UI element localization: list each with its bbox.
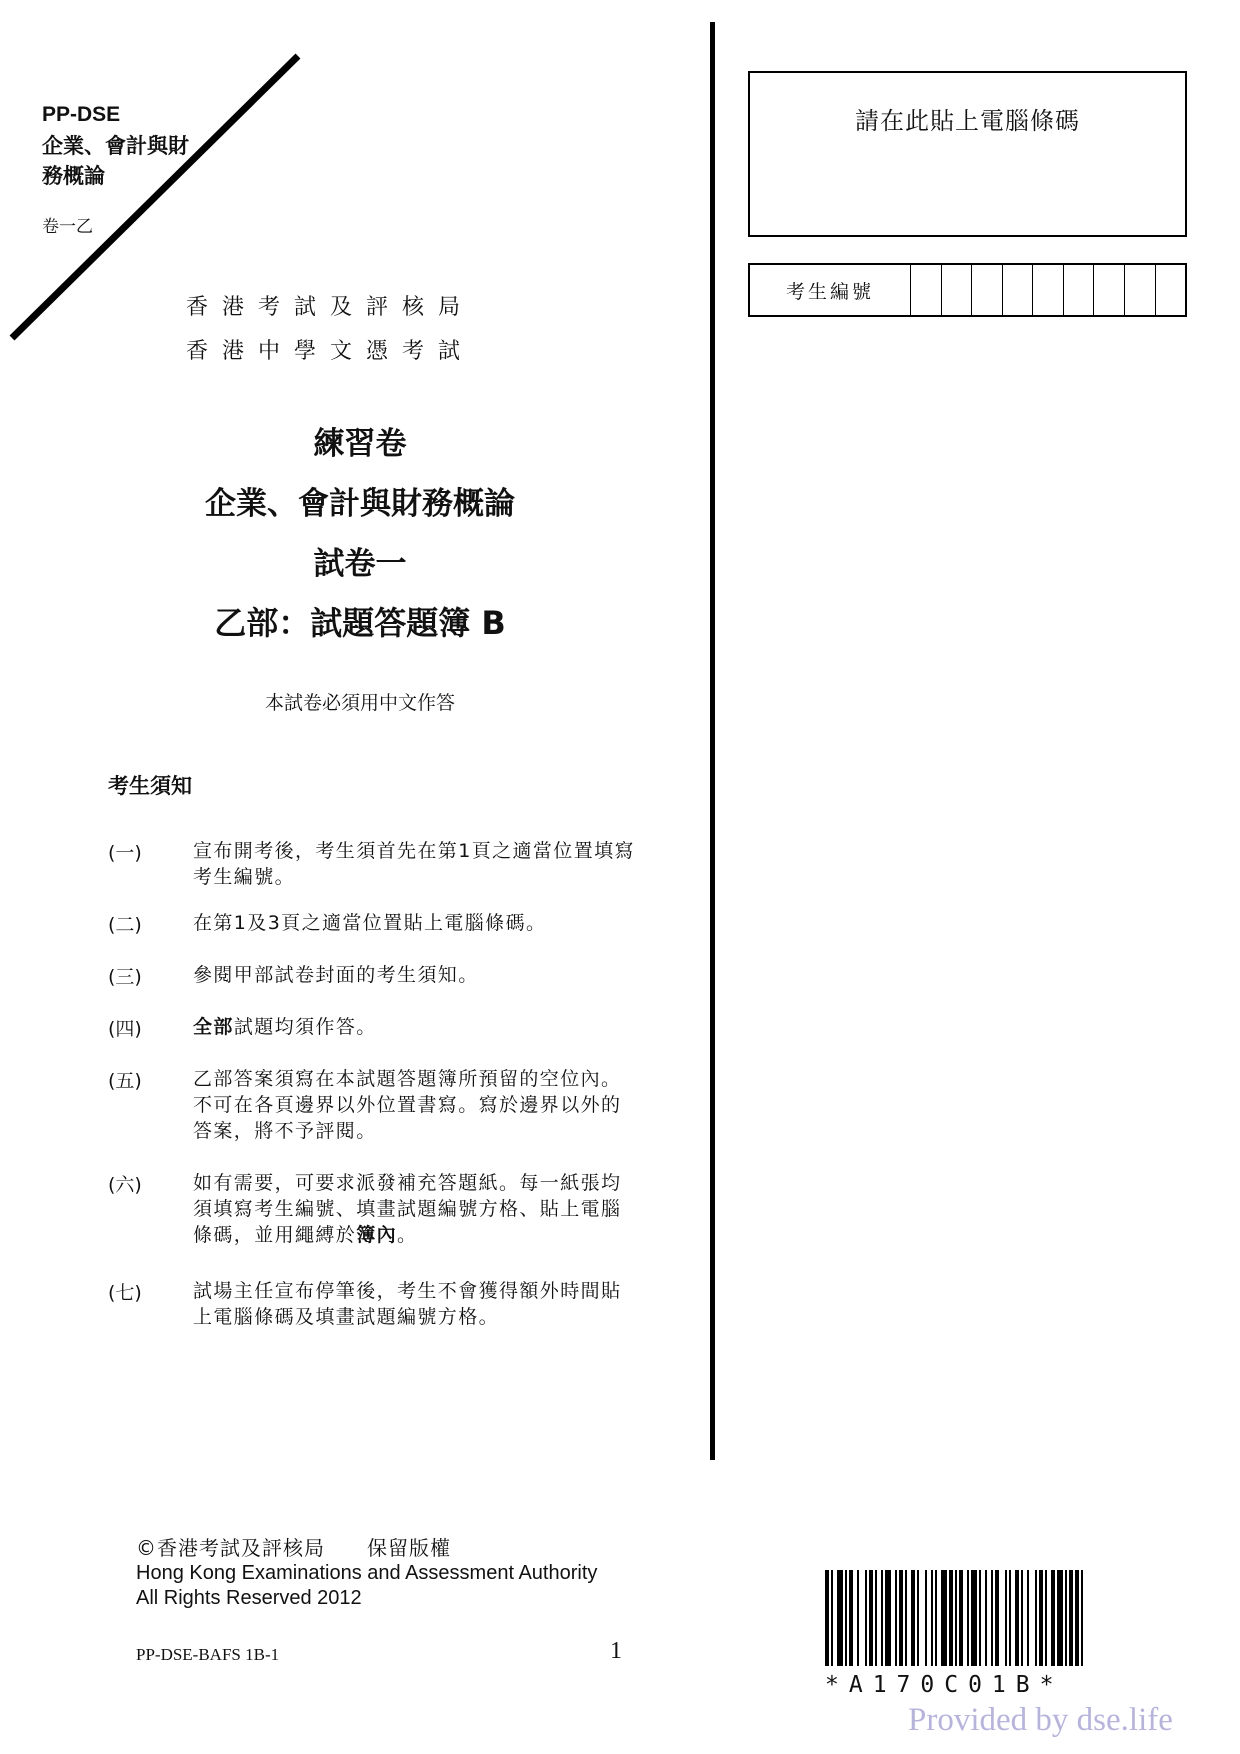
copyright-chinese: ©香港考試及評核局 保留版權	[136, 1536, 451, 1560]
instruction-text-start: 如有需要，可要求派發補充答題紙。每一紙張均須填寫考生編號、填畫試題編號方格、貼上電腦條碼，並用繩縛於	[193, 1172, 622, 1246]
candidate-number-cell	[972, 265, 1003, 315]
instruction-text	[193, 1014, 638, 1040]
barcode-text: *A170C01B*	[825, 1672, 1064, 1698]
instruction-number: (七)	[108, 1282, 142, 1304]
instruction-text: 宣布開考後，考生須首先在第1頁之適當位置填寫考生編號。	[193, 840, 635, 888]
instruction-text-rest: 試題均須作答。	[233, 1016, 377, 1038]
corner-exam-code: PP-DSE	[42, 103, 121, 126]
barcode-label-text: 請在此貼上電腦條碼	[855, 107, 1080, 135]
instruction-text: 在第1及3頁之適當位置貼上電腦條碼。	[193, 912, 547, 934]
subject-title: 企業、會計與財務概論	[205, 486, 515, 522]
exam-name: 香港中學文憑考試	[186, 339, 475, 364]
instruction-text: 乙部答案須寫在本試題答題簿所預留的空位內。不可在各頁邊界以外位置書寫。寫於邊界以外的答案，將不予評閱。	[193, 1068, 622, 1142]
language-note: 本試卷必須用中文作答	[264, 692, 455, 714]
instruction-number: (二)	[108, 914, 142, 936]
page-number: 1	[610, 1638, 622, 1664]
candidate-number-cell	[1156, 265, 1186, 315]
candidate-number-cell	[1064, 265, 1095, 315]
instruction-number: (三)	[108, 966, 142, 988]
instruction-emphasis: 全部	[193, 1016, 234, 1038]
instruction-item	[108, 1066, 638, 1150]
candidate-number-cell	[1125, 265, 1156, 315]
instruction-item	[108, 1170, 638, 1254]
corner-subject: 企業、會計與財務概論	[42, 134, 189, 188]
candidate-number-cell	[1033, 265, 1064, 315]
barcode-image	[825, 1570, 1185, 1670]
instruction-text: 試場主任宣布停筆後，考生不會獲得額外時間貼上電腦條碼及填畫試題編號方格。	[193, 1280, 622, 1328]
instruction-item	[108, 1278, 638, 1338]
vertical-divider	[710, 22, 715, 1460]
candidate-number-cell	[942, 265, 973, 315]
copyright-english-line1: Hong Kong Examinations and Assessment Authority	[136, 1562, 598, 1584]
instruction-number: (一)	[108, 842, 142, 864]
section-title: 乙部：試題答題簿 B	[214, 604, 506, 642]
instruction-item	[108, 838, 638, 898]
candidate-number-cell	[1094, 265, 1125, 315]
candidate-number-label: 考生編號	[750, 265, 911, 315]
barcode-label-area	[748, 71, 1187, 237]
candidate-number-cell	[911, 265, 942, 315]
paper-number-title: 試卷一	[313, 546, 407, 582]
instruction-number: (六)	[108, 1174, 142, 1196]
copyright-english-line2: All Rights Reserved 2012	[136, 1587, 362, 1609]
paper-code: PP-DSE-BAFS 1B-1	[136, 1645, 280, 1664]
instruction-text	[193, 1170, 638, 1248]
paper-type-title: 練習卷	[313, 426, 407, 462]
authority-name: 香港考試及評核局	[186, 295, 475, 320]
watermark-text: Provided by dse.life	[908, 1702, 1173, 1738]
instruction-item	[108, 910, 638, 940]
copyright-block	[136, 1536, 597, 1611]
instruction-text: 參閱甲部試卷封面的考生須知。	[193, 964, 479, 986]
corner-paper-part: 卷一乙	[42, 217, 93, 237]
instructions-heading: 考生須知	[108, 774, 192, 798]
instruction-emphasis: 簿內	[356, 1224, 398, 1246]
candidate-number-cell	[1003, 265, 1034, 315]
candidate-number-box	[748, 263, 1187, 317]
instruction-text-end: 。	[397, 1224, 418, 1246]
instruction-number: (五)	[108, 1070, 142, 1092]
instruction-item	[108, 1014, 638, 1044]
instruction-item	[108, 962, 638, 992]
instruction-number: (四)	[108, 1018, 142, 1040]
